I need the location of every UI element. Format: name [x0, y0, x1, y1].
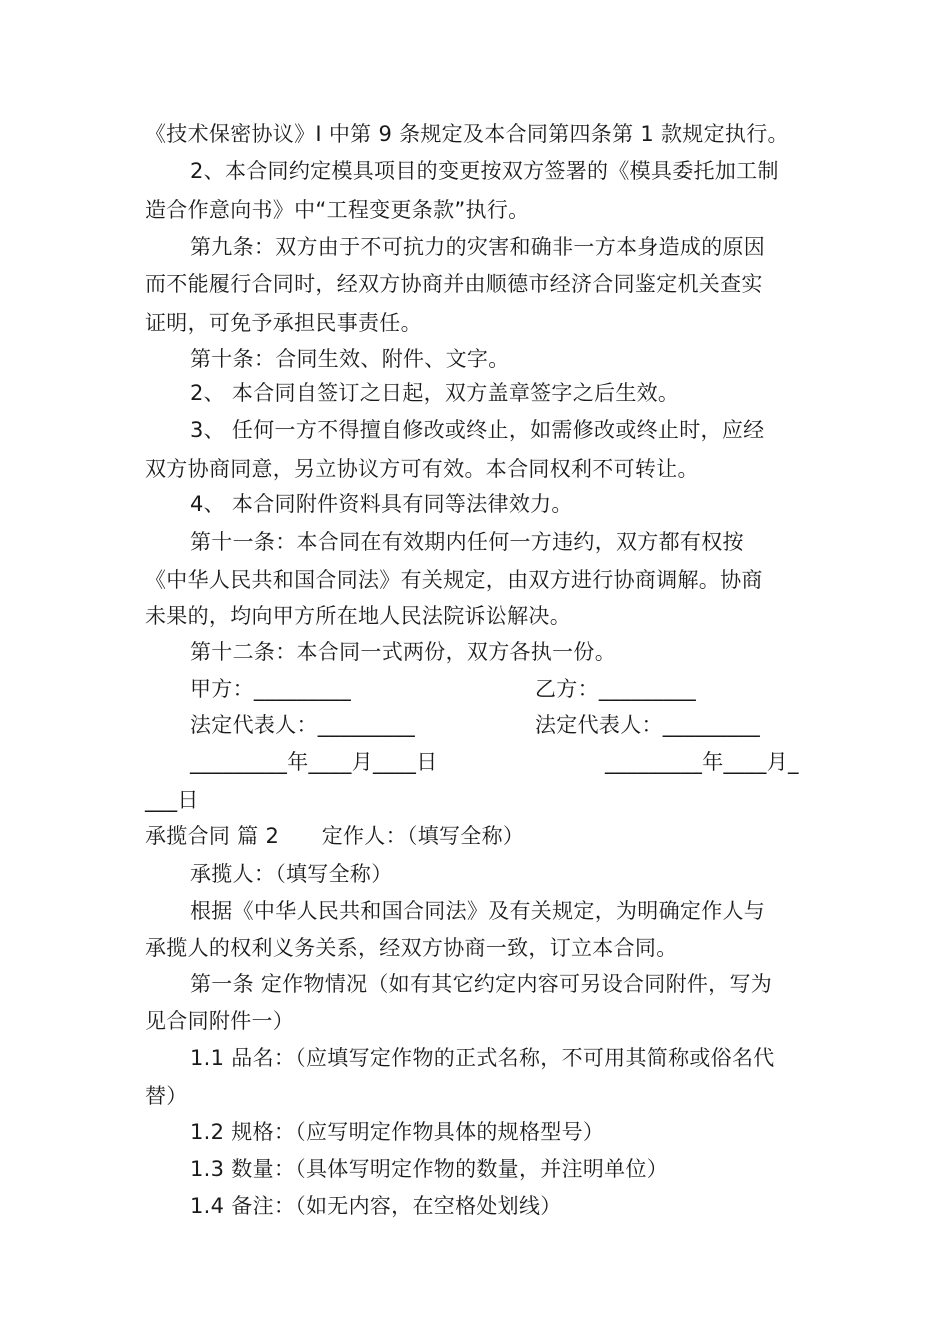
- party-a-field: 甲方：_________: [190, 677, 352, 701]
- text-line: 1.3 数量：（具体写明定作物的数量，并注明单位）: [190, 1157, 669, 1181]
- date-b-continuation: ___日: [145, 788, 199, 812]
- text-line: 根据《中华人民共和国合同法》及有关规定，为明确定作人与: [190, 899, 766, 923]
- text-line: 3、 任何一方不得擅自修改或终止，如需修改或终止时，应经: [190, 418, 765, 442]
- text-line: 4、 本合同附件资料具有同等法律效力。: [190, 492, 573, 516]
- rep-b-field: 法定代表人：_________: [535, 713, 760, 737]
- text-line: 1.1 品名：（应填写定作物的正式名称，不可用其简称或俗名代: [190, 1046, 775, 1070]
- section-heading: 承揽合同 篇 2 定作人：（填写全称）: [145, 824, 525, 848]
- text-line: 第一条 定作物情况（如有其它约定内容可另设合同附件，写为: [190, 972, 773, 996]
- text-line: 替）: [145, 1084, 188, 1108]
- text-line: 双方协商同意，另立协议方可有效。本合同权利不可转让。: [145, 457, 699, 481]
- text-line: 第十二条：本合同一式两份，双方各执一份。: [190, 640, 616, 664]
- text-line: 见合同附件一）: [145, 1009, 295, 1033]
- text-line: 第九条：双方由于不可抗力的灾害和确非一方本身造成的原因: [190, 235, 766, 259]
- text-line: 承揽人：（填写全称）: [190, 862, 393, 886]
- date-a-field: _________年____月____日: [190, 750, 438, 774]
- date-b-field: _________年____月_: [605, 750, 799, 774]
- text-line: 证明，可免予承担民事责任。: [145, 311, 422, 335]
- text-line: 1.2 规格：（应写明定作物具体的规格型号）: [190, 1120, 605, 1144]
- text-line: 承揽人的权利义务关系，经双方协商一致，订立本合同。: [145, 936, 678, 960]
- text-line: 《技术保密协议》I 中第 9 条规定及本合同第四条第 1 款规定执行。: [145, 122, 789, 146]
- text-line: 造合作意向书》中“工程变更条款”执行。: [145, 198, 530, 222]
- text-line: 2、本合同约定模具项目的变更按双方签署的《模具委托加工制: [190, 159, 779, 183]
- text-line: 而不能履行合同时，经双方协商并由顺德市经济合同鉴定机关查实: [145, 272, 763, 296]
- text-line: 1.4 备注：（如无内容，在空格处划线）: [190, 1194, 562, 1218]
- rep-a-field: 法定代表人：_________: [190, 713, 415, 737]
- text-line: 第十条：合同生效、附件、文字。: [190, 347, 510, 371]
- text-line: 第十一条：本合同在有效期内任何一方违约，双方都有权按: [190, 530, 744, 554]
- party-b-field: 乙方：_________: [535, 677, 697, 701]
- text-line: 2、 本合同自签订之日起，双方盖章签字之后生效。: [190, 381, 680, 405]
- text-line: 未果的，均向甲方所在地人民法院诉讼解决。: [145, 604, 571, 628]
- text-line: 《中华人民共和国合同法》有关规定，由双方进行协商调解。协商: [145, 568, 763, 592]
